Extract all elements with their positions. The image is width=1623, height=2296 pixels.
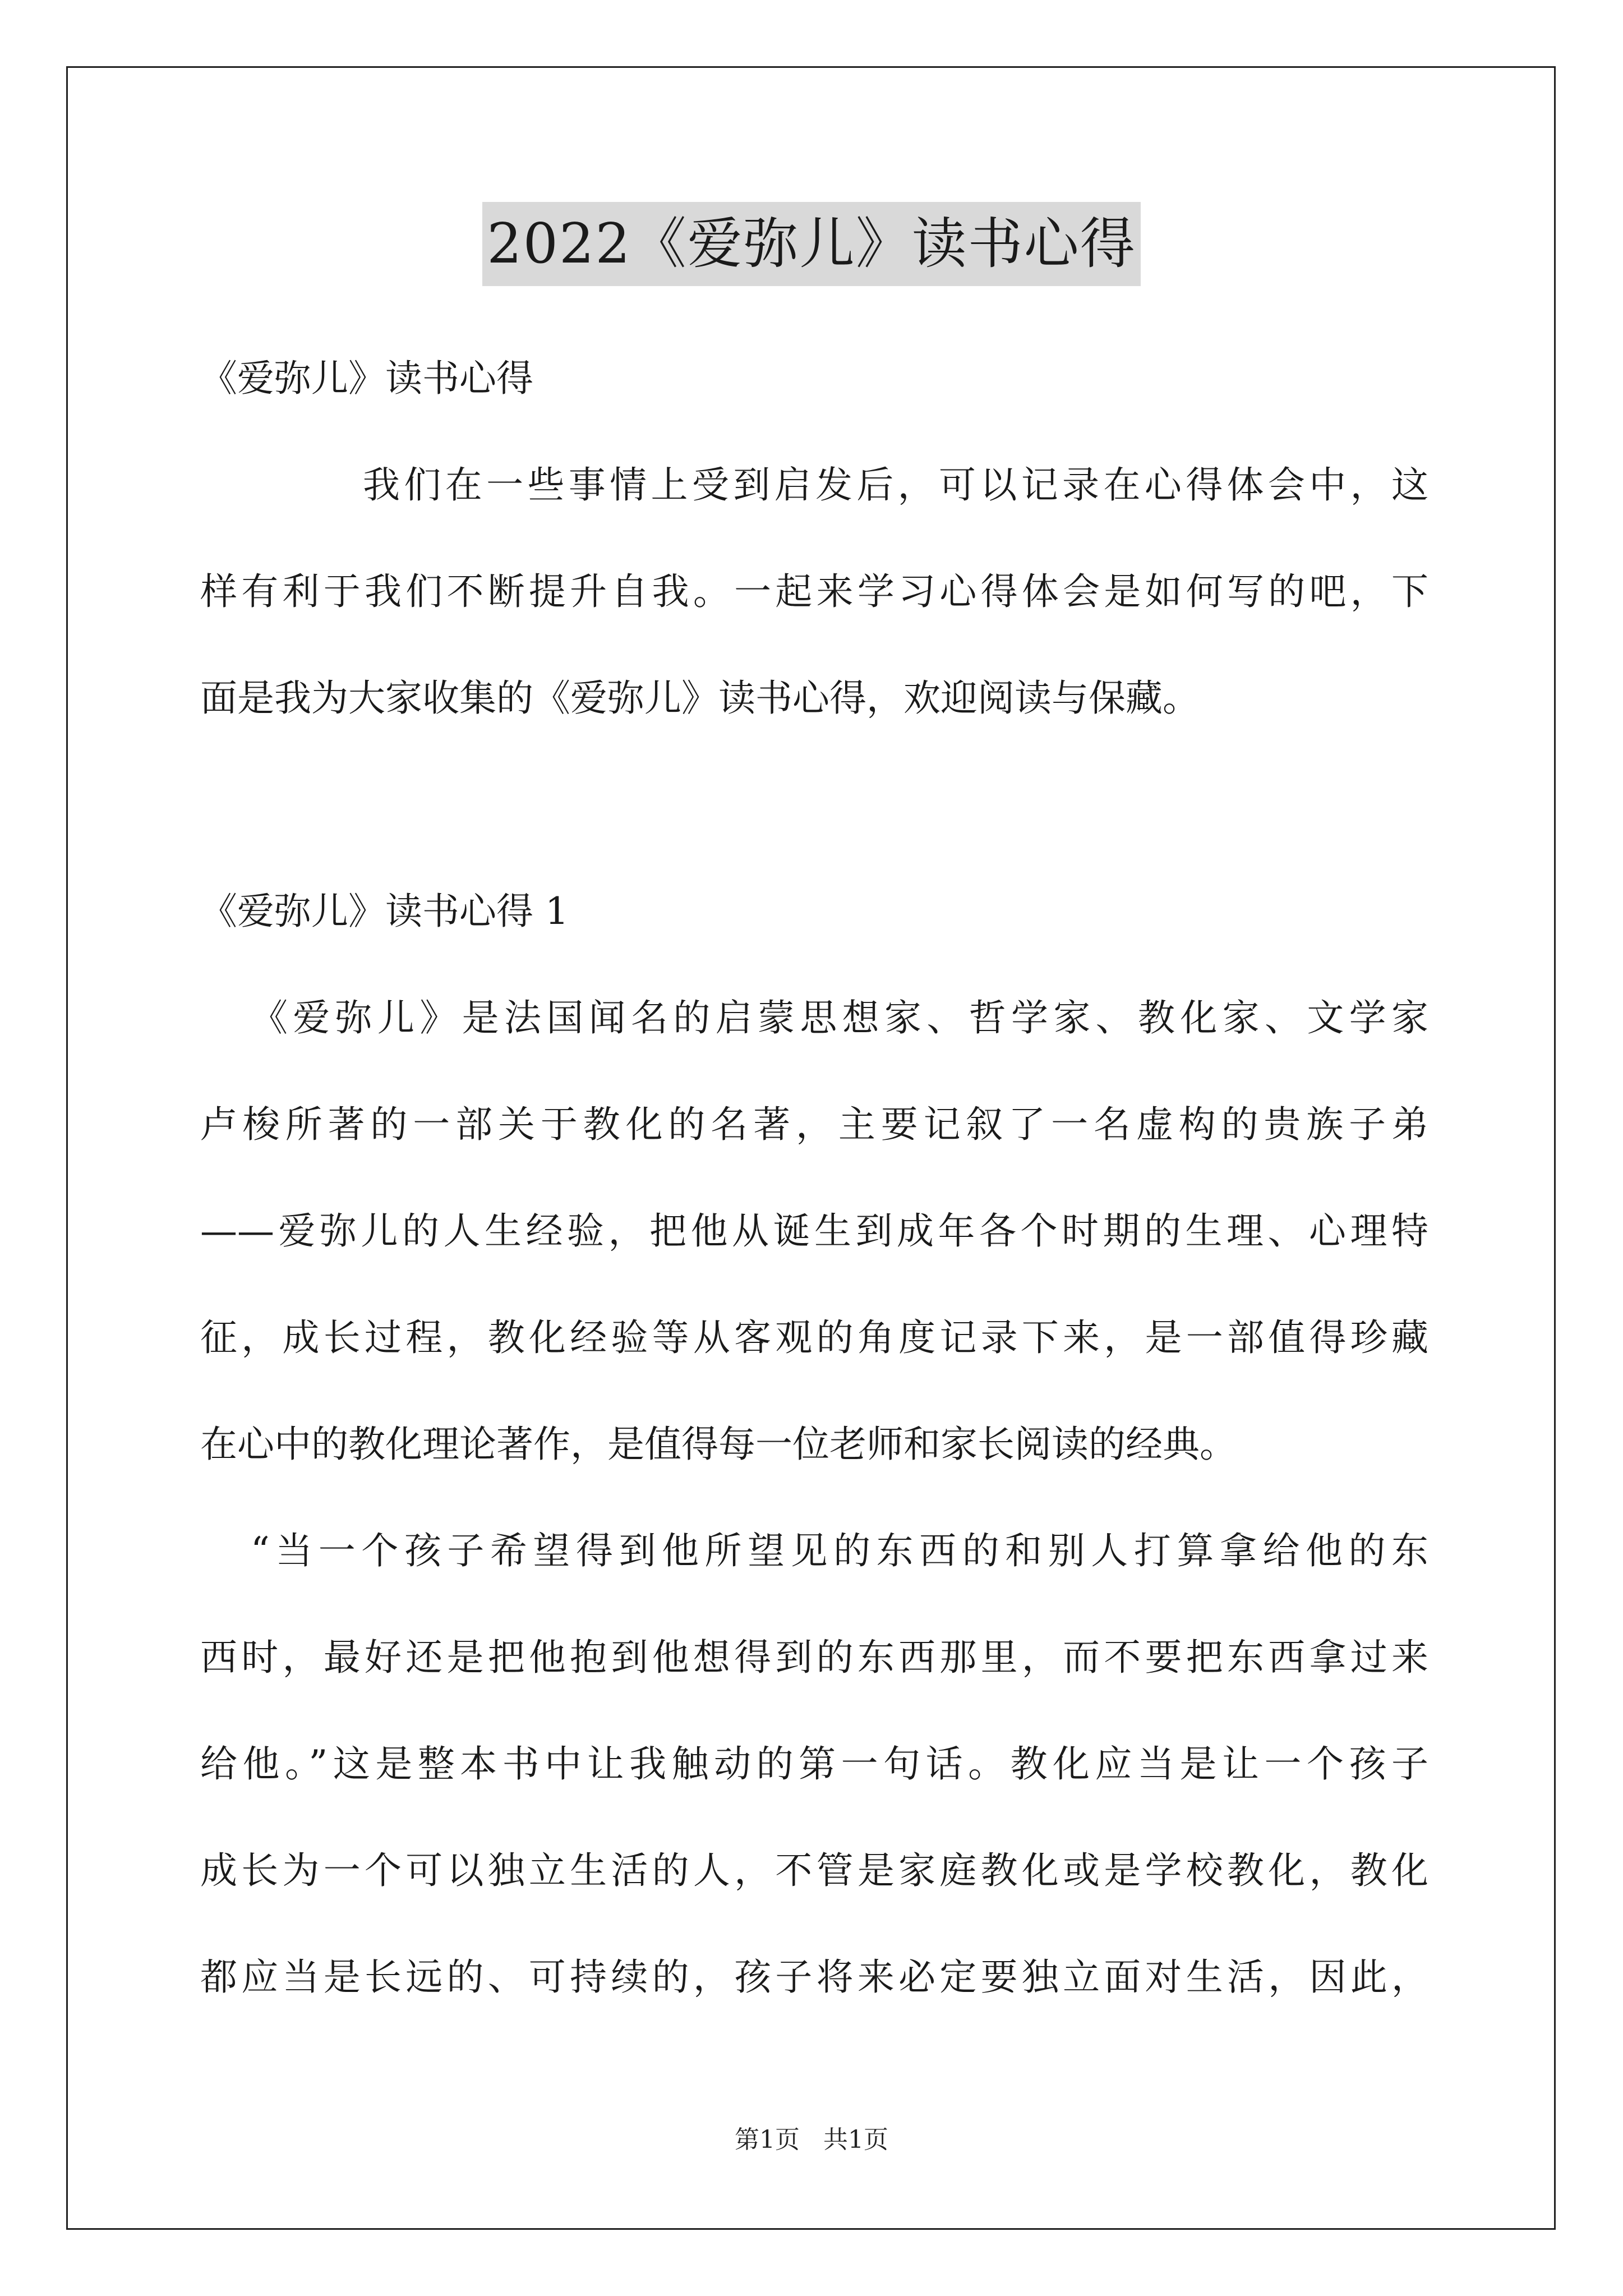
- page-number: 第1页: [735, 2125, 800, 2154]
- paragraph-line: ——爱弥儿的人生经验，把他从诞生到成年各个时期的生理、心理特: [200, 1209, 1428, 1253]
- paragraph-line: 《爱弥儿》是法国闻名的启蒙思想家、哲学家、教化家、文学家: [251, 996, 1428, 1039]
- paragraph-line: “当一个孩子希望得到他所望见的东西的和别人打算拿给他的东: [251, 1529, 1428, 1572]
- paragraph-line: 在心中的教化理论著作，是值得每一位老师和家长阅读的经典。: [200, 1423, 1237, 1466]
- intro-line: 我们在一些事情上受到启发后，可以记录在心得体会中，这: [363, 463, 1428, 507]
- paragraph-line: 都应当是长远的、可持续的，孩子将来必定要独立面对生活，因此，: [200, 1955, 1428, 1999]
- intro-line: 样有利于我们不断提升自我。一起来学习心得体会是如何写的吧，下: [200, 570, 1428, 613]
- paragraph-line: 给他。”这是整本书中让我触动的第一句话。教化应当是让一个孩子: [200, 1742, 1428, 1786]
- intro-line: 面是我为大家收集的《爱弥儿》读书心得，欢迎阅读与保藏。: [200, 677, 1200, 720]
- section-heading: 《爱弥儿》读书心得 1: [200, 890, 569, 933]
- title-container: [0, 202, 1623, 286]
- paragraph-line: 成长为一个可以独立生活的人，不管是家庭教化或是学校教化，教化: [200, 1849, 1428, 1892]
- intro-heading: 《爱弥儿》读书心得: [200, 357, 533, 400]
- document-title: 2022《爱弥儿》读书心得: [482, 202, 1140, 286]
- paragraph-line: 西时，最好还是把他抱到他想得到的东西那里，而不要把东西拿过来: [200, 1636, 1428, 1679]
- paragraph-line: 征，成长过程，教化经验等从客观的角度记录下来，是一部值得珍藏: [200, 1316, 1428, 1359]
- paragraph-line: 卢梭所著的一部关于教化的名著，主要记叙了一名虚构的贵族子弟: [200, 1103, 1428, 1146]
- page-total: 共1页: [823, 2125, 888, 2154]
- page-footer: [0, 2123, 1623, 2157]
